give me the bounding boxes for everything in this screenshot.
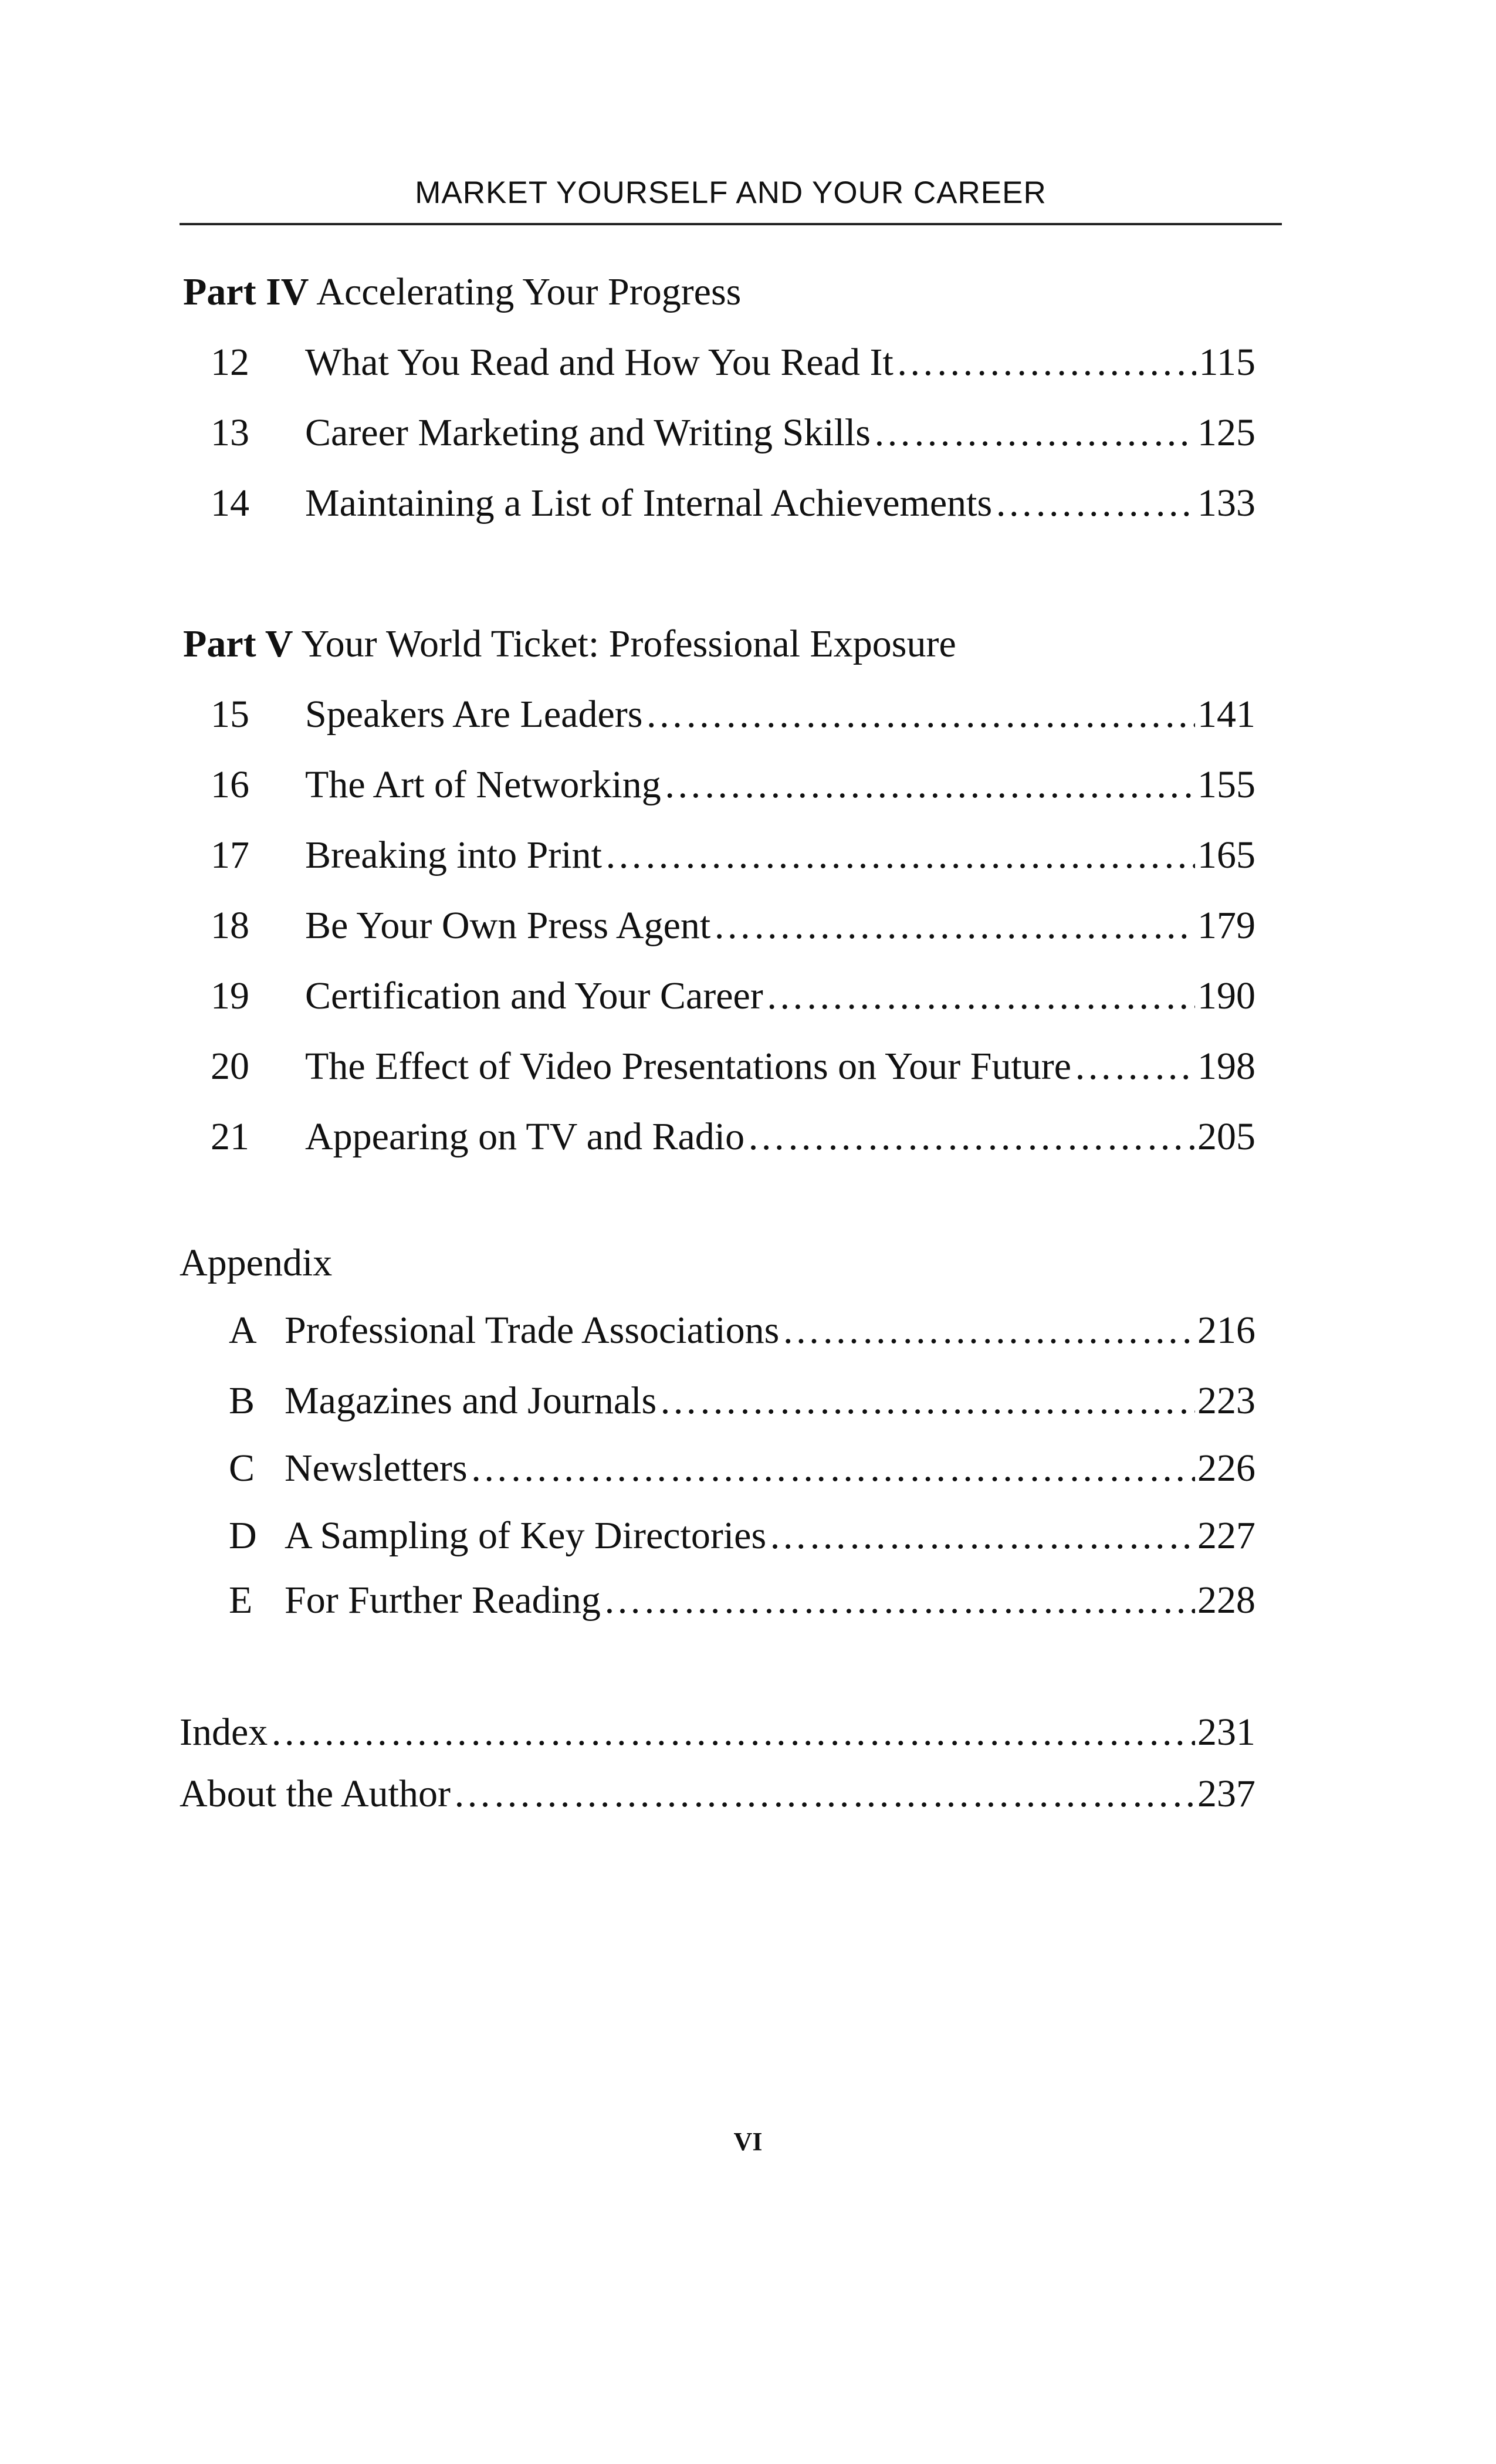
page-number: 198 [1197,1045,1255,1088]
appendix-title: Newsletters [285,1447,468,1490]
dot-leader [896,340,1197,385]
page-number: 165 [1197,834,1255,876]
part-5-heading [183,622,956,666]
chapter-title: Maintaining a List of Internal Achievements [305,482,993,524]
appendix-entry-b [188,1379,1255,1426]
chapter-title: The Art of Networking [305,763,661,806]
appendix-title: Professional Trade Associations [285,1309,780,1352]
toc-entry-13 [188,411,1255,458]
toc-entry-21 [188,1115,1255,1162]
chapter-number: 13 [211,411,249,454]
page-number: 228 [1197,1579,1255,1622]
appendix-letter: E [229,1579,253,1622]
index-title: Index [180,1711,268,1754]
toc-entry-index [180,1710,1255,1757]
appendix-entry-a [188,1308,1255,1355]
page-number: 190 [1197,974,1255,1017]
chapter-number: 18 [211,904,249,947]
chapter-title: The Effect of Video Presentations on Your Future [305,1045,1072,1088]
page-number: 223 [1197,1379,1255,1422]
appendix-entry-c [188,1446,1255,1493]
dot-leader [664,763,1195,807]
part-4-label: Part IV [183,270,309,313]
part-5-title: Your World Ticket: Professional Exposure [301,622,956,665]
chapter-number: 19 [211,974,249,1017]
toc-entry-about-author [180,1772,1255,1819]
toc-entry-12 [188,340,1255,387]
chapter-title: Appearing on TV and Radio [305,1115,745,1158]
toc-entry-20 [188,1044,1255,1091]
dot-leader [781,1308,1195,1353]
chapter-number: 14 [211,482,249,524]
dot-leader [1074,1044,1195,1089]
appendix-letter: A [229,1309,257,1352]
dot-leader [659,1379,1195,1423]
page-number: 115 [1199,341,1255,384]
appendix-letter: C [229,1447,255,1490]
dot-leader [766,974,1195,1018]
chapter-title: What You Read and How You Read It [305,341,893,384]
dot-leader [994,481,1195,526]
appendix-entry-e [188,1578,1255,1625]
dot-leader [604,833,1195,878]
dot-leader [603,1578,1195,1623]
page-number: 226 [1197,1447,1255,1490]
toc-entry-17 [188,833,1255,880]
page-number: 141 [1197,693,1255,736]
page-number: 231 [1197,1711,1255,1754]
page-folio: VI [733,2127,763,2156]
chapter-number: 20 [211,1045,249,1088]
chapter-title: Breaking into Print [305,834,602,876]
appendix-letter: B [229,1379,255,1422]
appendix-letter: D [229,1514,257,1557]
page-number: 133 [1197,482,1255,524]
appendix-heading: Appendix [180,1241,333,1284]
appendix-title: A Sampling of Key Directories [285,1514,767,1557]
dot-leader [747,1115,1195,1159]
dot-leader [470,1446,1195,1491]
page-number: 155 [1197,763,1255,806]
toc-entry-15 [188,692,1255,739]
part-4-title: Accelerating Your Progress [316,270,742,313]
chapter-title: Speakers Are Leaders [305,693,643,736]
running-head: MARKET YOURSELF AND YOUR CAREER [415,175,1047,210]
chapter-number: 21 [211,1115,249,1158]
toc-entry-18 [188,903,1255,950]
toc-entry-14 [188,481,1255,528]
chapter-title: Career Marketing and Writing Skills [305,411,871,454]
page-number: 125 [1197,411,1255,454]
toc-entry-19 [188,974,1255,1021]
chapter-title: Certification and Your Career [305,974,763,1017]
chapter-number: 15 [211,693,249,736]
dot-leader [713,903,1195,948]
part-5-label: Part V [183,622,293,665]
dot-leader [270,1710,1195,1755]
part-4-heading [183,270,741,314]
page-number: 205 [1197,1115,1255,1158]
page-number: 227 [1197,1514,1255,1557]
page-number: 179 [1197,904,1255,947]
dot-leader [769,1514,1195,1558]
page-number: 216 [1197,1309,1255,1352]
page-number: 237 [1197,1772,1255,1815]
appendix-entry-d [188,1514,1255,1561]
dot-leader [645,692,1195,737]
appendix-title: Magazines and Journals [285,1379,657,1422]
header-rule [180,223,1282,225]
chapter-number: 16 [211,763,249,806]
dot-leader [453,1772,1195,1816]
chapter-number: 17 [211,834,249,876]
about-author-title: About the Author [180,1772,451,1815]
appendix-title: For Further Reading [285,1579,601,1622]
chapter-number: 12 [211,341,249,384]
dot-leader [873,411,1195,455]
toc-entry-16 [188,763,1255,810]
chapter-title: Be Your Own Press Agent [305,904,711,947]
